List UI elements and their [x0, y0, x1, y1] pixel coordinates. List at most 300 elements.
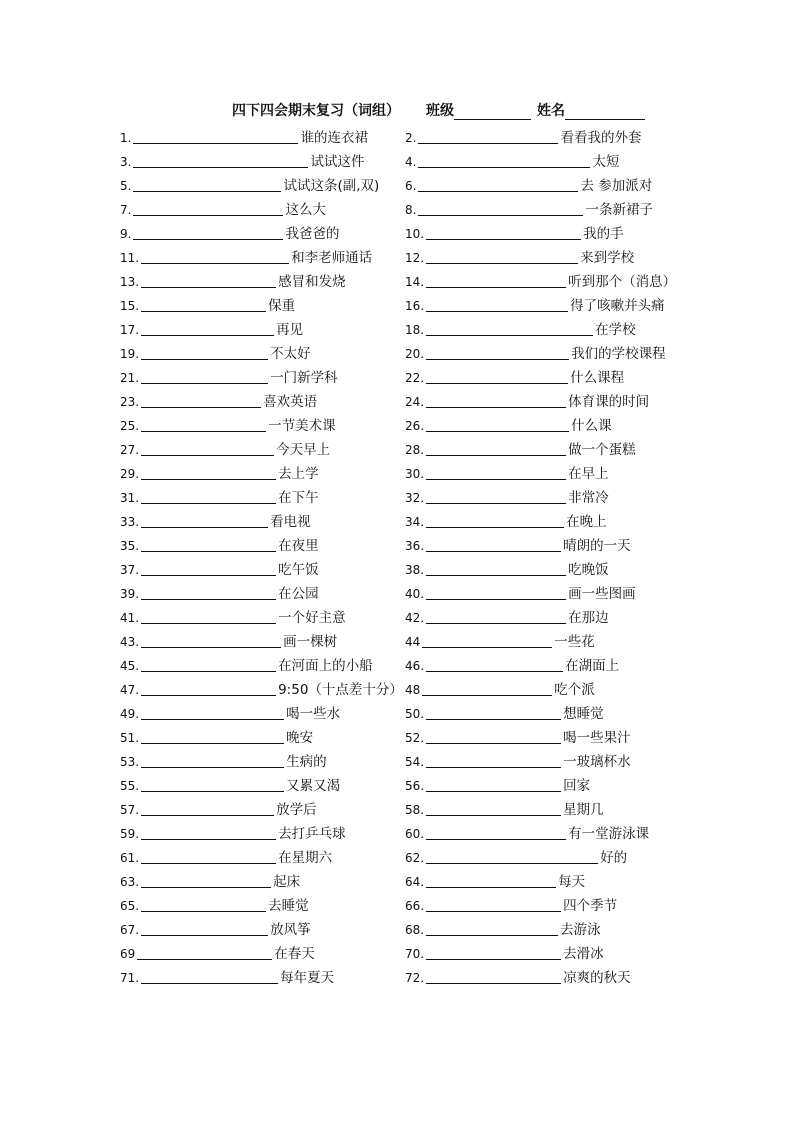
- exercise-item-left: [120, 172, 379, 196]
- item-number: 41.: [120, 611, 140, 625]
- item-number: 30.: [405, 467, 425, 481]
- item-number: 59.: [120, 827, 140, 841]
- chinese-phrase: 在公园: [278, 586, 319, 602]
- answer-blank-line[interactable]: [137, 946, 272, 960]
- answer-blank-line[interactable]: [141, 610, 276, 624]
- exercise-item-left: [120, 772, 340, 796]
- answer-blank-line[interactable]: [141, 658, 276, 672]
- item-number: 23.: [120, 395, 140, 409]
- exercise-item-right: [405, 532, 631, 556]
- exercise-item-left: [120, 412, 336, 436]
- chinese-phrase: 试试这条(副,双): [283, 178, 380, 194]
- item-number: 13.: [120, 275, 140, 289]
- exercise-item-right: [405, 604, 609, 628]
- chinese-phrase: 听到那个（消息）: [568, 274, 677, 290]
- exercise-item-right: [405, 124, 641, 148]
- exercise-row: [120, 772, 680, 796]
- item-number: 69: [120, 947, 136, 961]
- chinese-phrase: 星期几: [563, 802, 604, 818]
- chinese-phrase: 又累又渴: [286, 778, 341, 794]
- answer-blank-line[interactable]: [426, 418, 569, 432]
- item-number: 51.: [120, 731, 140, 745]
- exercise-item-left: [120, 124, 368, 148]
- exercise-item-right: [405, 220, 624, 244]
- item-number: 54.: [405, 755, 425, 769]
- exercise-item-right: [405, 580, 636, 604]
- exercise-item-right: [405, 508, 607, 532]
- answer-blank-line[interactable]: [141, 418, 266, 432]
- exercise-row: [120, 124, 680, 148]
- chinese-phrase: 在那边: [568, 610, 609, 626]
- exercise-row: [120, 748, 680, 772]
- exercise-item-right: [405, 556, 609, 580]
- answer-blank-line[interactable]: [141, 922, 268, 936]
- chinese-phrase: 喝一些果汁: [563, 730, 631, 746]
- answer-blank-line[interactable]: [426, 538, 561, 552]
- chinese-phrase: 去游泳: [560, 922, 601, 938]
- exercise-item-right: [405, 628, 595, 652]
- chinese-phrase: 起床: [273, 874, 301, 890]
- item-number: 32.: [405, 491, 425, 505]
- answer-blank-line[interactable]: [426, 490, 566, 504]
- exercise-row: [120, 388, 680, 412]
- answer-blank-line[interactable]: [426, 466, 566, 480]
- item-number: 56.: [405, 779, 425, 793]
- answer-blank-line[interactable]: [141, 466, 276, 480]
- answer-blank-line[interactable]: [426, 970, 561, 984]
- exercise-item-right: [405, 820, 649, 844]
- exercise-row: [120, 436, 680, 460]
- exercise-item-left: [120, 820, 346, 844]
- exercise-row: [120, 172, 680, 196]
- exercise-item-left: [120, 484, 319, 508]
- answer-blank-line[interactable]: [141, 874, 271, 888]
- exercise-item-right: [405, 940, 604, 964]
- exercise-item-left: [120, 244, 372, 268]
- exercise-row: [120, 556, 680, 580]
- chinese-phrase: 生病的: [286, 754, 327, 770]
- chinese-phrase: 在早上: [568, 466, 609, 482]
- answer-blank-line[interactable]: [141, 586, 276, 600]
- item-number: 64.: [405, 875, 425, 889]
- exercise-row: [120, 844, 680, 868]
- exercise-item-left: [120, 532, 319, 556]
- item-number: 25.: [120, 419, 140, 433]
- chinese-phrase: 今天早上: [276, 442, 331, 458]
- answer-blank-line[interactable]: [141, 826, 276, 840]
- chinese-phrase: 我爸爸的: [285, 226, 340, 242]
- answer-blank-line[interactable]: [141, 634, 281, 648]
- answer-blank-line[interactable]: [426, 946, 561, 960]
- item-number: 5.: [120, 179, 132, 193]
- exercise-row: [120, 916, 680, 940]
- chinese-phrase: 在学校: [595, 322, 636, 338]
- exercise-item-left: [120, 748, 327, 772]
- exercise-item-right: [405, 652, 619, 676]
- answer-blank-line[interactable]: [426, 250, 578, 264]
- exercise-row: [120, 628, 680, 652]
- item-number: 18.: [405, 323, 425, 337]
- exercise-item-left: [120, 892, 309, 916]
- exercise-row: [120, 508, 680, 532]
- exercise-row: [120, 532, 680, 556]
- exercise-item-right: [405, 316, 636, 340]
- exercise-item-left: [120, 628, 337, 652]
- item-number: 28.: [405, 443, 425, 457]
- chinese-phrase: 在下午: [278, 490, 319, 506]
- answer-blank-line[interactable]: [426, 298, 568, 312]
- exercise-item-right: [405, 460, 609, 484]
- chinese-phrase: 在夜里: [278, 538, 319, 554]
- answer-blank-line[interactable]: [141, 538, 276, 552]
- answer-blank-line[interactable]: [426, 562, 566, 576]
- exercise-item-left: [120, 196, 326, 220]
- exercise-item-left: [120, 916, 311, 940]
- worksheet-header: [232, 98, 651, 120]
- chinese-phrase: 感冒和发烧: [278, 274, 346, 290]
- item-number: 70.: [405, 947, 425, 961]
- chinese-phrase: 不太好: [270, 346, 311, 362]
- chinese-phrase: 一玻璃杯水: [563, 754, 631, 770]
- exercise-item-left: [120, 940, 315, 964]
- item-number: 57.: [120, 803, 140, 817]
- chinese-phrase: 吃午饭: [278, 562, 319, 578]
- chinese-phrase: 试试这件: [310, 154, 365, 170]
- answer-blank-line[interactable]: [418, 178, 578, 192]
- item-number: 66.: [405, 899, 425, 913]
- answer-blank-line[interactable]: [141, 514, 268, 528]
- worksheet-title: 四下四会期末复习（词组）: [232, 103, 400, 119]
- exercise-item-right: [405, 268, 676, 292]
- answer-blank-line[interactable]: [426, 370, 568, 384]
- item-number: 36.: [405, 539, 425, 553]
- chinese-phrase: 体育课的时间: [568, 394, 650, 410]
- answer-blank-line[interactable]: [418, 202, 583, 216]
- answer-blank-line[interactable]: [141, 490, 276, 504]
- item-number: 16.: [405, 299, 425, 313]
- chinese-phrase: 放学后: [276, 802, 317, 818]
- item-number: 47.: [120, 683, 140, 697]
- item-number: 29.: [120, 467, 140, 481]
- exercise-row: [120, 700, 680, 724]
- chinese-phrase: 在湖面上: [565, 658, 620, 674]
- chinese-phrase: 去睡觉: [268, 898, 309, 914]
- answer-blank-line[interactable]: [426, 610, 566, 624]
- exercise-item-right: [405, 868, 585, 892]
- chinese-phrase: 一个好主意: [278, 610, 346, 626]
- item-number: 3.: [120, 155, 132, 169]
- item-number: 4.: [405, 155, 417, 169]
- chinese-phrase: 我的手: [583, 226, 624, 242]
- answer-blank-line[interactable]: [426, 922, 558, 936]
- chinese-phrase: 凉爽的秋天: [563, 970, 631, 986]
- chinese-phrase: 画一棵树: [283, 634, 338, 650]
- answer-blank-line[interactable]: [426, 802, 561, 816]
- exercise-item-left: [120, 460, 319, 484]
- exercise-item-left: [120, 340, 311, 364]
- chinese-phrase: 来到学校: [580, 250, 635, 266]
- exercise-item-left: [120, 292, 295, 316]
- chinese-phrase: 每天: [558, 874, 586, 890]
- chinese-phrase: 吃个派: [554, 682, 595, 698]
- exercise-item-right: [405, 196, 653, 220]
- exercise-item-left: [120, 676, 403, 700]
- answer-blank-line[interactable]: [141, 562, 276, 576]
- exercise-item-right: [405, 292, 665, 316]
- answer-blank-line[interactable]: [426, 730, 561, 744]
- answer-blank-line[interactable]: [418, 154, 590, 168]
- chinese-phrase: 晚安: [286, 730, 314, 746]
- item-number: 50.: [405, 707, 425, 721]
- exercise-item-left: [120, 148, 364, 172]
- exercise-item-right: [405, 436, 636, 460]
- answer-blank-line[interactable]: [426, 658, 563, 672]
- item-number: 40.: [405, 587, 425, 601]
- item-number: 35.: [120, 539, 140, 553]
- item-number: 68.: [405, 923, 425, 937]
- exercise-item-right: [405, 796, 604, 820]
- answer-blank-line[interactable]: [133, 154, 308, 168]
- item-number: 20.: [405, 347, 425, 361]
- item-number: 17.: [120, 323, 140, 337]
- answer-blank-line[interactable]: [141, 394, 261, 408]
- answer-blank-line[interactable]: [141, 706, 284, 720]
- chinese-phrase: 喜欢英语: [263, 394, 318, 410]
- answer-blank-line[interactable]: [426, 274, 566, 288]
- answer-blank-line[interactable]: [133, 178, 281, 192]
- answer-blank-line[interactable]: [141, 850, 276, 864]
- exercise-row: [120, 244, 680, 268]
- exercise-item-right: [405, 748, 631, 772]
- answer-blank-line[interactable]: [426, 874, 556, 888]
- item-number: 21.: [120, 371, 140, 385]
- item-number: 2.: [405, 131, 417, 145]
- exercise-row: [120, 460, 680, 484]
- chinese-phrase: 保重: [268, 298, 296, 314]
- chinese-phrase: 一条新裙子: [585, 202, 653, 218]
- exercise-item-right: [405, 892, 617, 916]
- exercise-row: [120, 580, 680, 604]
- chinese-phrase: 我们的学校课程: [571, 346, 666, 362]
- chinese-phrase: 吃晚饭: [568, 562, 609, 578]
- answer-blank-line[interactable]: [426, 586, 566, 600]
- item-number: 15.: [120, 299, 140, 313]
- chinese-phrase: 去滑冰: [563, 946, 604, 962]
- answer-blank-line[interactable]: [426, 346, 569, 360]
- item-number: 46.: [405, 659, 425, 673]
- exercise-item-left: [120, 964, 334, 988]
- item-number: 11.: [120, 251, 140, 265]
- answer-blank-line[interactable]: [426, 706, 561, 720]
- item-number: 72.: [405, 971, 425, 985]
- class-label: 班级: [426, 103, 454, 119]
- exercise-row: [120, 196, 680, 220]
- exercise-item-left: [120, 220, 339, 244]
- exercise-item-left: [120, 388, 317, 412]
- exercise-row: [120, 964, 680, 988]
- exercise-item-right: [405, 484, 609, 508]
- chinese-phrase: 看电视: [270, 514, 311, 530]
- answer-blank-line[interactable]: [141, 682, 276, 696]
- exercise-item-right: [405, 244, 634, 268]
- answer-blank-line[interactable]: [141, 778, 284, 792]
- answer-blank-line[interactable]: [141, 370, 268, 384]
- exercise-row: [120, 868, 680, 892]
- name-blank-line[interactable]: [565, 105, 645, 120]
- exercise-item-right: [405, 340, 666, 364]
- chinese-phrase: 去 参加派对: [580, 178, 653, 194]
- chinese-phrase: 画一些图画: [568, 586, 636, 602]
- item-number: 22.: [405, 371, 425, 385]
- chinese-phrase: 9:50（十点差十分）: [278, 682, 403, 698]
- chinese-phrase: 谁的连衣裙: [300, 130, 368, 146]
- answer-blank-line[interactable]: [141, 346, 268, 360]
- chinese-phrase: 想睡觉: [563, 706, 604, 722]
- exercise-item-left: [120, 316, 303, 340]
- item-number: 42.: [405, 611, 425, 625]
- exercise-item-right: [405, 388, 649, 412]
- item-number: 1.: [120, 131, 132, 145]
- chinese-phrase: 一节美术课: [268, 418, 336, 434]
- answer-blank-line[interactable]: [141, 274, 276, 288]
- chinese-phrase: 一门新学科: [270, 370, 338, 386]
- answer-blank-line[interactable]: [141, 730, 284, 744]
- item-number: 7.: [120, 203, 132, 217]
- name-label: 姓名: [537, 103, 565, 119]
- exercise-item-right: [405, 724, 631, 748]
- exercise-item-left: [120, 436, 330, 460]
- exercise-row: [120, 604, 680, 628]
- chinese-phrase: 回家: [563, 778, 591, 794]
- item-number: 53.: [120, 755, 140, 769]
- answer-blank-line[interactable]: [141, 754, 284, 768]
- item-number: 55.: [120, 779, 140, 793]
- chinese-phrase: 喝一些水: [286, 706, 341, 722]
- answer-blank-line[interactable]: [426, 442, 566, 456]
- exercise-row: [120, 220, 680, 244]
- answer-blank-line[interactable]: [141, 322, 274, 336]
- answer-blank-line[interactable]: [141, 898, 266, 912]
- exercise-item-right: [405, 844, 627, 868]
- answer-blank-line[interactable]: [141, 802, 274, 816]
- exercise-item-left: [120, 580, 319, 604]
- answer-blank-line[interactable]: [141, 250, 289, 264]
- chinese-phrase: 看看我的外套: [560, 130, 642, 146]
- item-number: 24.: [405, 395, 425, 409]
- exercise-row: [120, 340, 680, 364]
- exercise-item-right: [405, 964, 631, 988]
- chinese-phrase: 一些花: [554, 634, 595, 650]
- item-number: 10.: [405, 227, 425, 241]
- answer-blank-line[interactable]: [418, 130, 558, 144]
- exercise-item-left: [120, 268, 346, 292]
- answer-blank-line[interactable]: [422, 682, 552, 696]
- answer-blank-line[interactable]: [426, 226, 581, 240]
- item-number: 52.: [405, 731, 425, 745]
- exercise-item-left: [120, 604, 346, 628]
- exercise-row: [120, 316, 680, 340]
- exercise-item-right: [405, 364, 624, 388]
- chinese-phrase: 这么大: [285, 202, 326, 218]
- chinese-phrase: 什么课: [571, 418, 612, 434]
- exercise-row: [120, 796, 680, 820]
- exercise-row: [120, 292, 680, 316]
- exercise-item-left: [120, 556, 319, 580]
- item-number: 65.: [120, 899, 140, 913]
- item-number: 34.: [405, 515, 425, 529]
- exercise-row: [120, 652, 680, 676]
- item-number: 39.: [120, 587, 140, 601]
- exercise-item-left: [120, 508, 311, 532]
- exercise-row: [120, 268, 680, 292]
- exercise-item-left: [120, 364, 338, 388]
- item-number: 31.: [120, 491, 140, 505]
- answer-blank-line[interactable]: [133, 226, 283, 240]
- answer-blank-line[interactable]: [422, 634, 552, 648]
- exercise-row: [120, 412, 680, 436]
- answer-blank-line[interactable]: [426, 826, 566, 840]
- exercise-item-right: [405, 172, 652, 196]
- chinese-phrase: 在河面上的小船: [278, 658, 373, 674]
- item-number: 14.: [405, 275, 425, 289]
- exercise-row: [120, 892, 680, 916]
- answer-blank-line[interactable]: [426, 898, 561, 912]
- item-number: 63.: [120, 875, 140, 889]
- chinese-phrase: 得了咳嗽并头痛: [570, 298, 665, 314]
- answer-blank-line[interactable]: [133, 130, 298, 144]
- answer-blank-line[interactable]: [133, 202, 283, 216]
- item-number: 62.: [405, 851, 425, 865]
- exercise-row: [120, 484, 680, 508]
- chinese-phrase: 四个季节: [563, 898, 618, 914]
- item-number: 45.: [120, 659, 140, 673]
- chinese-phrase: 在春天: [274, 946, 315, 962]
- item-number: 33.: [120, 515, 140, 529]
- exercise-item-left: [120, 700, 340, 724]
- exercise-item-left: [120, 868, 300, 892]
- item-number: 49.: [120, 707, 140, 721]
- answer-blank-line[interactable]: [426, 514, 564, 528]
- answer-blank-line[interactable]: [141, 442, 274, 456]
- exercise-row: [120, 724, 680, 748]
- answer-blank-line[interactable]: [426, 778, 561, 792]
- item-number: 8.: [405, 203, 417, 217]
- exercise-item-right: [405, 772, 590, 796]
- exercise-item-right: [405, 676, 595, 700]
- answer-blank-line[interactable]: [426, 754, 561, 768]
- item-number: 37.: [120, 563, 140, 577]
- answer-blank-line[interactable]: [426, 322, 593, 336]
- answer-blank-line[interactable]: [141, 298, 266, 312]
- item-number: 9.: [120, 227, 132, 241]
- answer-blank-line[interactable]: [426, 850, 598, 864]
- class-blank-line[interactable]: [454, 105, 531, 120]
- exercise-item-right: [405, 700, 604, 724]
- item-number: 60.: [405, 827, 425, 841]
- item-number: 6.: [405, 179, 417, 193]
- chinese-phrase: 再见: [276, 322, 304, 338]
- answer-blank-line[interactable]: [141, 970, 278, 984]
- item-number: 43.: [120, 635, 140, 649]
- item-number: 67.: [120, 923, 140, 937]
- chinese-phrase: 放风筝: [270, 922, 311, 938]
- exercise-item-left: [120, 796, 317, 820]
- answer-blank-line[interactable]: [426, 394, 566, 408]
- chinese-phrase: 做一个蛋糕: [568, 442, 636, 458]
- chinese-phrase: 在晚上: [566, 514, 607, 530]
- phrase-exercise-list: [120, 124, 680, 988]
- chinese-phrase: 有一堂游泳课: [568, 826, 650, 842]
